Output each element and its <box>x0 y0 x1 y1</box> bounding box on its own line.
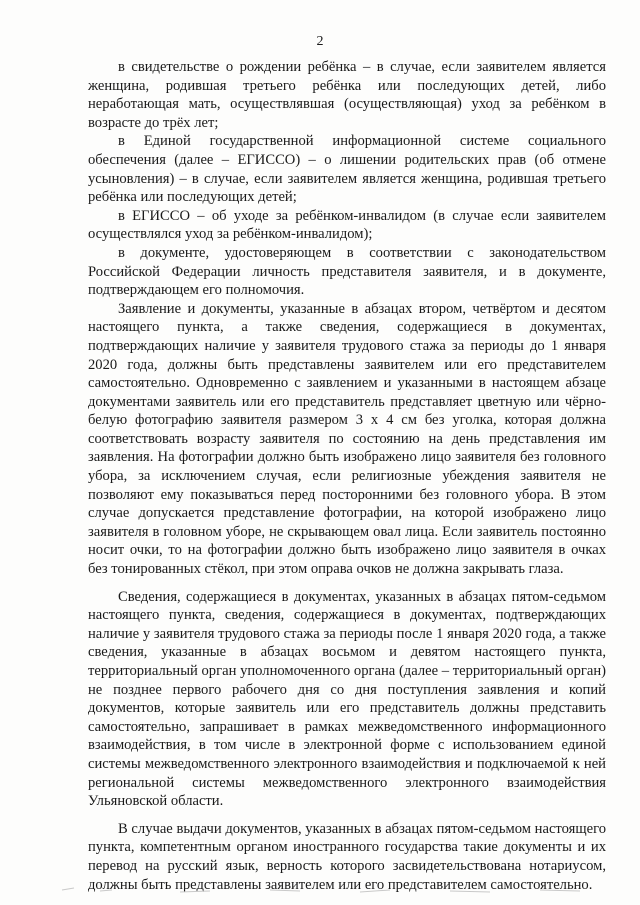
document-body <box>88 58 606 894</box>
paragraph-egisso-parental-rights: в Единой государственной информационной системе социального обеспечения (далее – ЕГИССО) – о лишении родительских прав (об отмене усыновления) – в случае, если заявителем является женщина, родившая третьего ребёнка или последующих детей; <box>88 133 606 206</box>
page-number: 2 <box>316 34 324 49</box>
scan-artifact <box>60 884 620 896</box>
paragraph-representative-identity: в документе, удостоверяющем в соответствии с законодательством Российской Федерации личность представителя заявителя, и в документе, подтверждающем его полномочия. <box>88 244 606 299</box>
paragraph-foreign-documents: В случае выдачи документов, указанных в абзацах пятом-седьмом настоящего пункта, компетентным органом иностранного государства такие документы и их перевод на русский язык, верность которого засвидетельствована нотариусом, должны быть представлены заявителем или его представителем самостоятельно. <box>88 820 606 893</box>
paragraph-application-and-photo: Заявление и документы, указанные в абзацах втором, четвёртом и десятом настоящего пункта, а также сведения, содержащиеся в документах, подтверждающих наличие у заявителя трудового стажа за периоды до 1 января 2020 года, должны быть представлены заявителем или его представителем самостоятельно. Одновременно с заявлением и указанными в настоящем абзаце документами заявитель или его представитель представляет цветную или чёрно-белую фотографию заявителя размером 3 х 4 см без уголка, которая должна соответствовать возрасту заявителя по состоянию на день представления им заявления. На фотографии должно быть изображено лицо заявителя без головного убора, за исключением случая, если религиозные убеждения заявителя не позволяют ему показываться перед посторонними без головного убора. В этом случае допускается представление фотографии, на которой изображено лицо заявителя в головном уборе, не скрывающем овал лица. Если заявитель постоянно носит очки, то на фотографии должно быть изображено лицо заявителя в очках без тонированных стёкол, при этом оправа очков не должна закрывать глаза. <box>88 300 606 578</box>
paragraph-birth-certificate: в свидетельстве о рождении ребёнка – в случае, если заявителем является женщина, родившая третьего ребёнка или последующих детей, либо неработающая мать, осуществлявшая (осуществляющая) уход за ребёнком в возрасте до трёх лет; <box>88 59 606 131</box>
paragraph-egisso-disabled-child-care: в ЕГИССО – об уходе за ребёнком-инвалидом (в случае если заявителем осуществлялся уход за ребёнком-инвалидом); <box>88 207 606 243</box>
paragraph-interagency-request: Сведения, содержащиеся в документах, указанных в абзацах пятом-седьмом настоящего пункта, сведения, содержащиеся в документах, подтверждающих наличие у заявителя трудового стажа за периоды после 1 января 2020 года, а также сведения, указанные в абзацах восьмом и девятом настоящего пункта, территориальный орган уполномоченного органа (далее – территориальный орган) не позднее первого рабочего дня со дня поступления заявления и копий документов, которые заявитель или его представитель должны представить самостоятельно, запрашивает в рамках межведомственного информационного взаимодействия, в том числе в электронной форме с использованием единой системы межведомственного электронного взаимодействия и подключаемой к ней региональной системы межведомственного электронного взаимодействия Ульяновской области. <box>88 588 606 810</box>
